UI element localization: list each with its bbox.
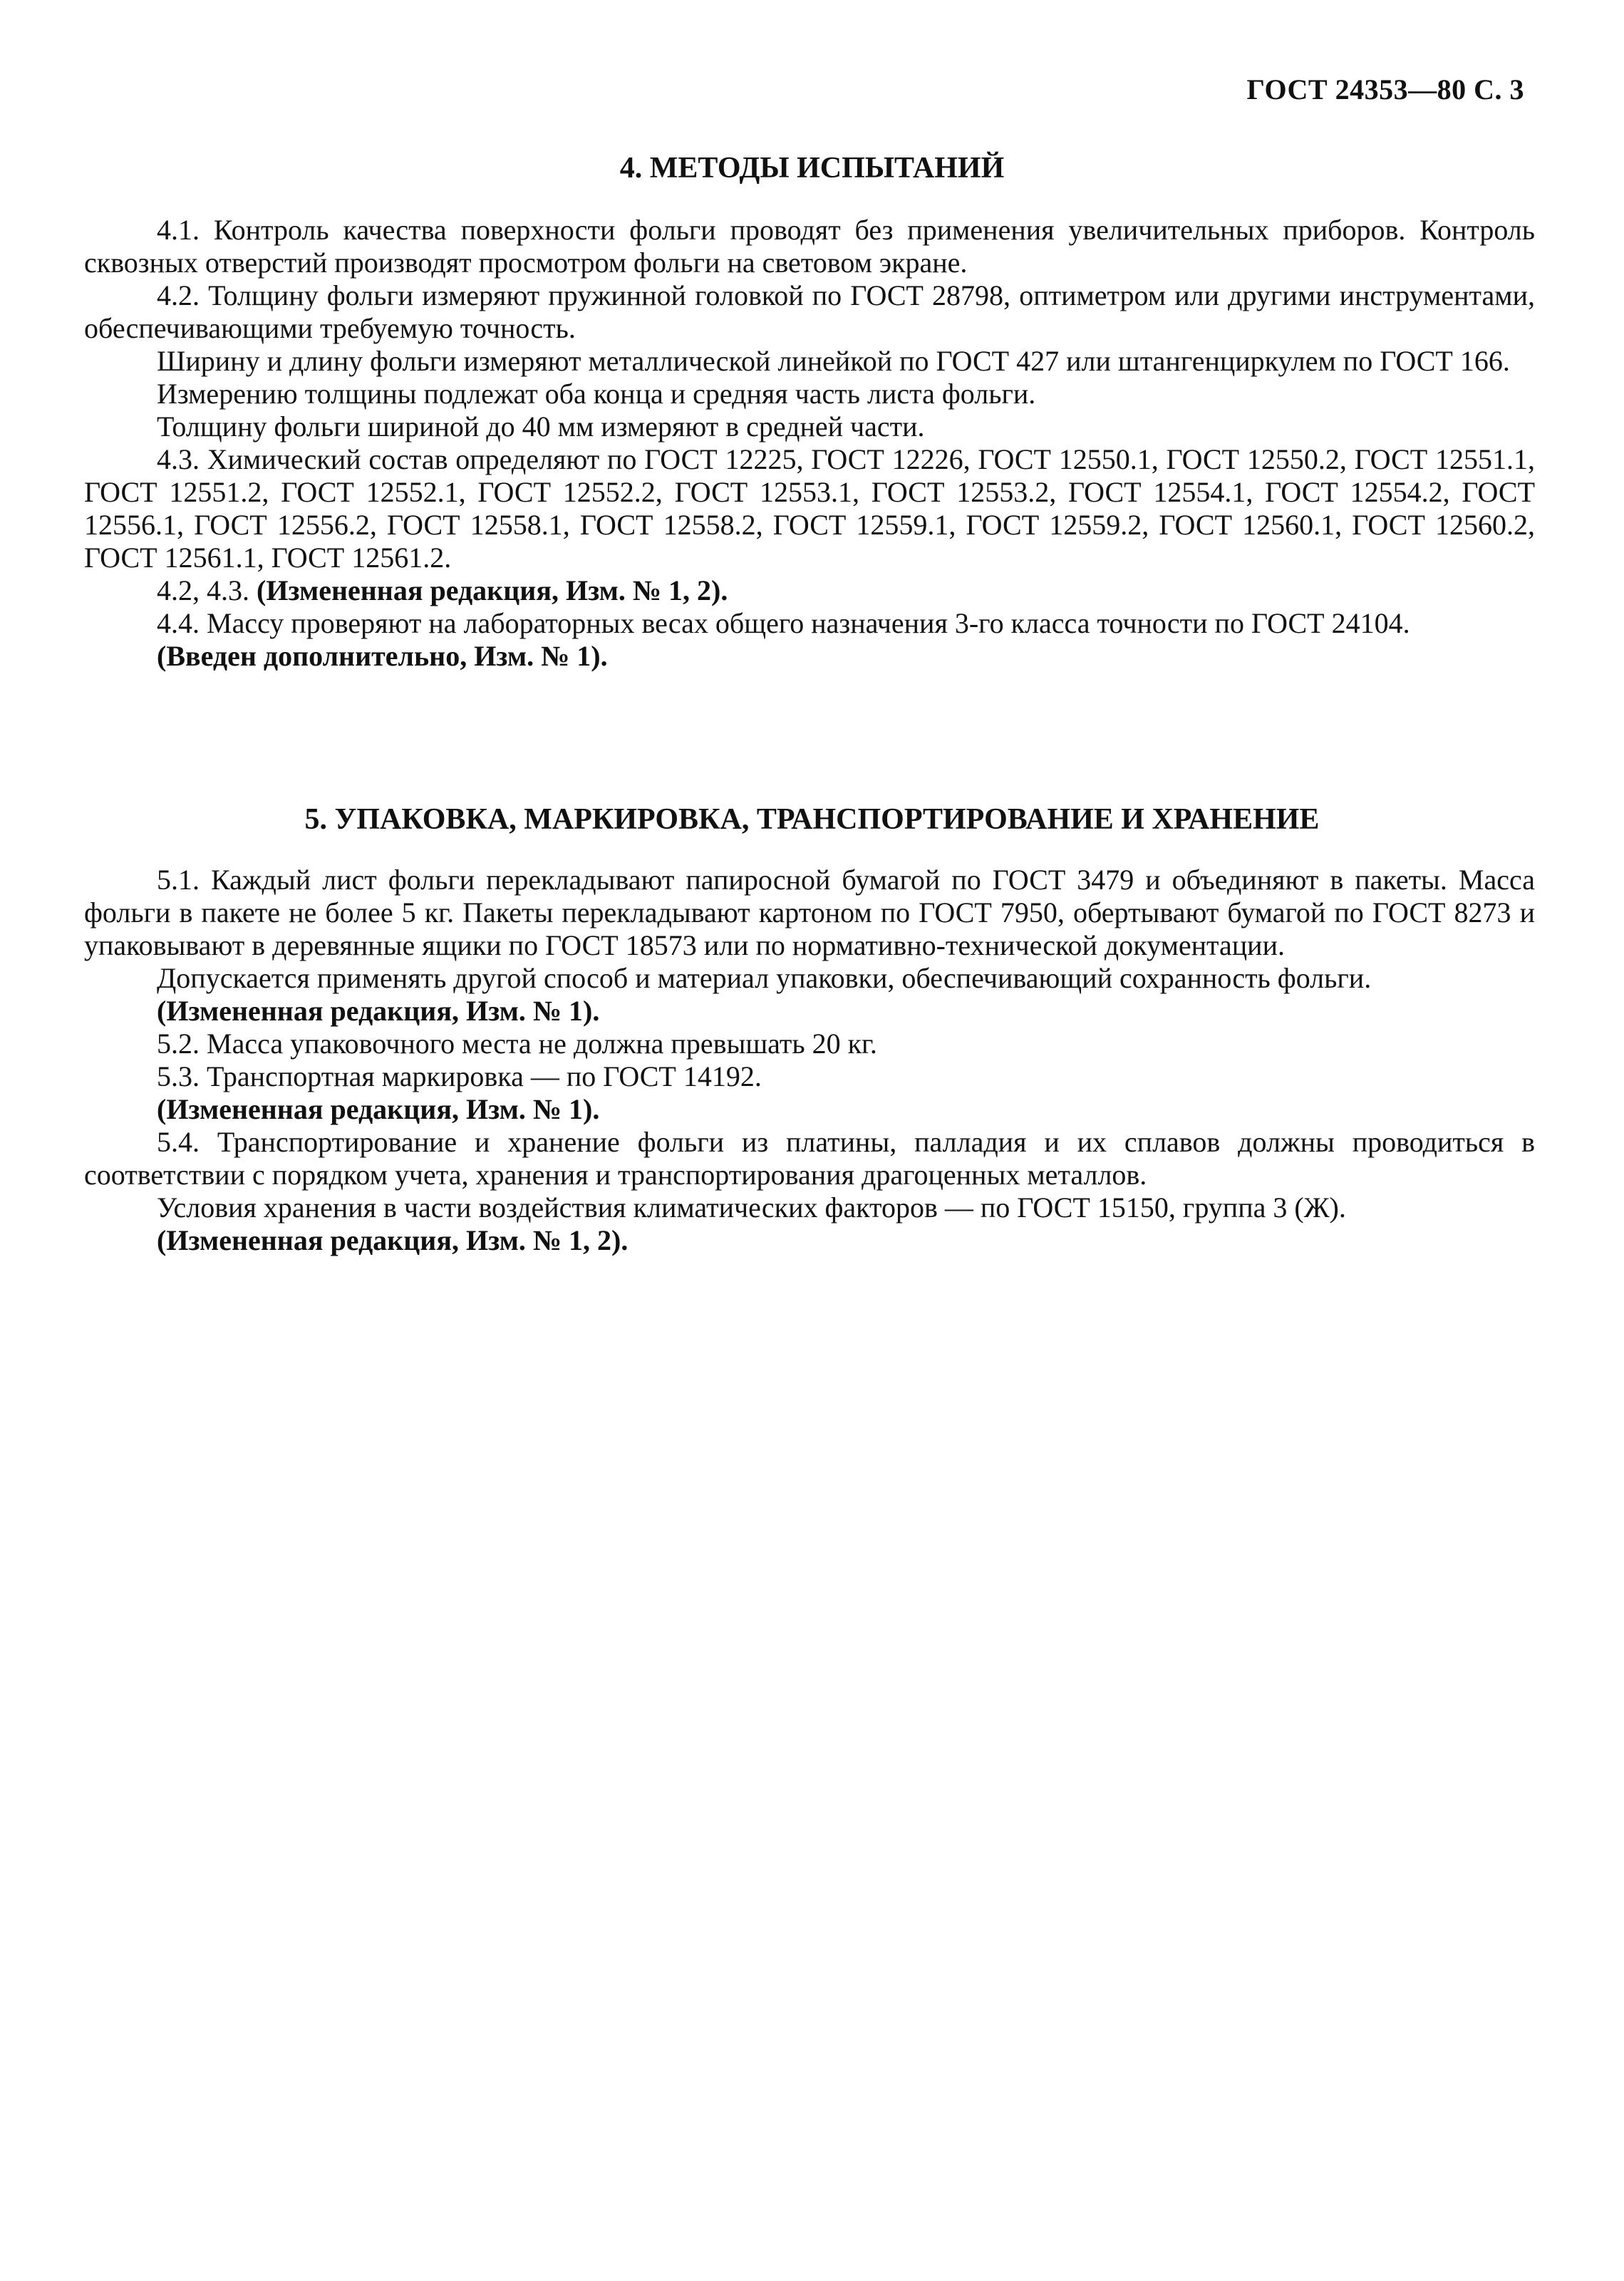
paragraph-thickness-width: Толщину фольги шириной до 40 мм измеряют в средней части. — [157, 410, 925, 443]
paragraph-width-length: Ширину и длину фольги измеряют металлической линейкой по ГОСТ 427 или штангенциркулем по ГОСТ 166. — [157, 345, 1510, 377]
amendment-note-5-4: (Измененная редакция, Изм. № 1, 2). — [157, 1224, 629, 1256]
paragraph-packaging-alt: Допускается применять другой способ и материал упаковки, обеспечивающий сохранность фольги. — [157, 962, 1372, 994]
section-5-title: 5. УПАКОВКА, МАРКИРОВКА, ТРАНСПОРТИРОВАНИЕ И ХРАНЕНИЕ — [304, 803, 1320, 836]
page-header: ГОСТ 24353—80 С. 3 — [1246, 73, 1524, 105]
paragraph-amendment-4-2-4-3 — [84, 574, 1535, 607]
section-4-body — [84, 214, 1535, 673]
amendment-note-5-3: (Измененная редакция, Изм. № 1). — [157, 1093, 600, 1125]
paragraph-thickness-measure: Измерению толщины подлежат оба конца и средняя часть листа фольги. — [157, 378, 1036, 410]
paragraph-4-1: 4.1. Контроль качества поверхности фольги проводят без применения увеличительных приборов. Контроль сквозных отверстий производят просмотром фольги на световом экране. — [84, 214, 1535, 279]
paragraph-4-4: 4.4. Массу проверяют на лабораторных весах общего назначения 3-го класса точности по ГОСТ 24104. — [157, 607, 1410, 639]
amendment-note-4-4: (Введен дополнительно, Изм. № 1). — [157, 640, 608, 672]
paragraph-5-1: 5.1. Каждый лист фольги перекладывают папиросной бумагой по ГОСТ 3479 и объединяют в пакеты. Масса фольги в пакете не более 5 кг. Пакеты перекладывают картоном по ГОСТ 7950, обертывают бумагой по ГОСТ 8273 и упаковывают в деревянные ящики по ГОСТ 18573 или по нормативно-технической документации. — [84, 864, 1535, 961]
amendment-note: (Измененная редакция, Изм. № 1, 2). — [257, 574, 728, 606]
paragraph-5-3: 5.3. Транспортная маркировка — по ГОСТ 14192. — [157, 1060, 762, 1092]
paragraph-storage-conditions: Условия хранения в части воздействия климатических факторов — по ГОСТ 15150, группа 3 (Ж). — [157, 1191, 1346, 1224]
paragraph-4-2: 4.2. Толщину фольги измеряют пружинной головкой по ГОСТ 28798, оптиметром или другими инструментами, обеспечивающими требуемую точность. — [84, 279, 1535, 344]
paragraph-4-3: 4.3. Химический состав определяют по ГОСТ 12225, ГОСТ 12226, ГОСТ 12550.1, ГОСТ 12550.2, ГОСТ 12551.1, ГОСТ 12551.2, ГОСТ 12552.1, ГОСТ 12552.2, ГОСТ 12553.1, ГОСТ 12553.2, ГОСТ 12554.1, ГОСТ 12554.2, ГОСТ 12556.1, ГОСТ 12556.2, ГОСТ 12558.1, ГОСТ 12558.2, ГОСТ 12559.1, ГОСТ 12559.2, ГОСТ 12560.1, ГОСТ 12560.2, ГОСТ 12561.1, ГОСТ 12561.2. — [84, 443, 1535, 574]
section-5-body — [84, 864, 1535, 1257]
amendment-prefix: 4.2, 4.3. — [157, 574, 257, 606]
paragraph-5-2: 5.2. Масса упаковочного места не должна превышать 20 кг. — [157, 1028, 877, 1060]
paragraph-5-4: 5.4. Транспортирование и хранение фольги из платины, палладия и их сплавов должны проводиться в соответствии с порядком учета, хранения и транспортирования драгоценных металлов. — [84, 1126, 1535, 1191]
amendment-note-5-1: (Измененная редакция, Изм. № 1). — [157, 995, 600, 1027]
section-4-title: 4. МЕТОДЫ ИСПЫТАНИЙ — [619, 152, 1005, 185]
